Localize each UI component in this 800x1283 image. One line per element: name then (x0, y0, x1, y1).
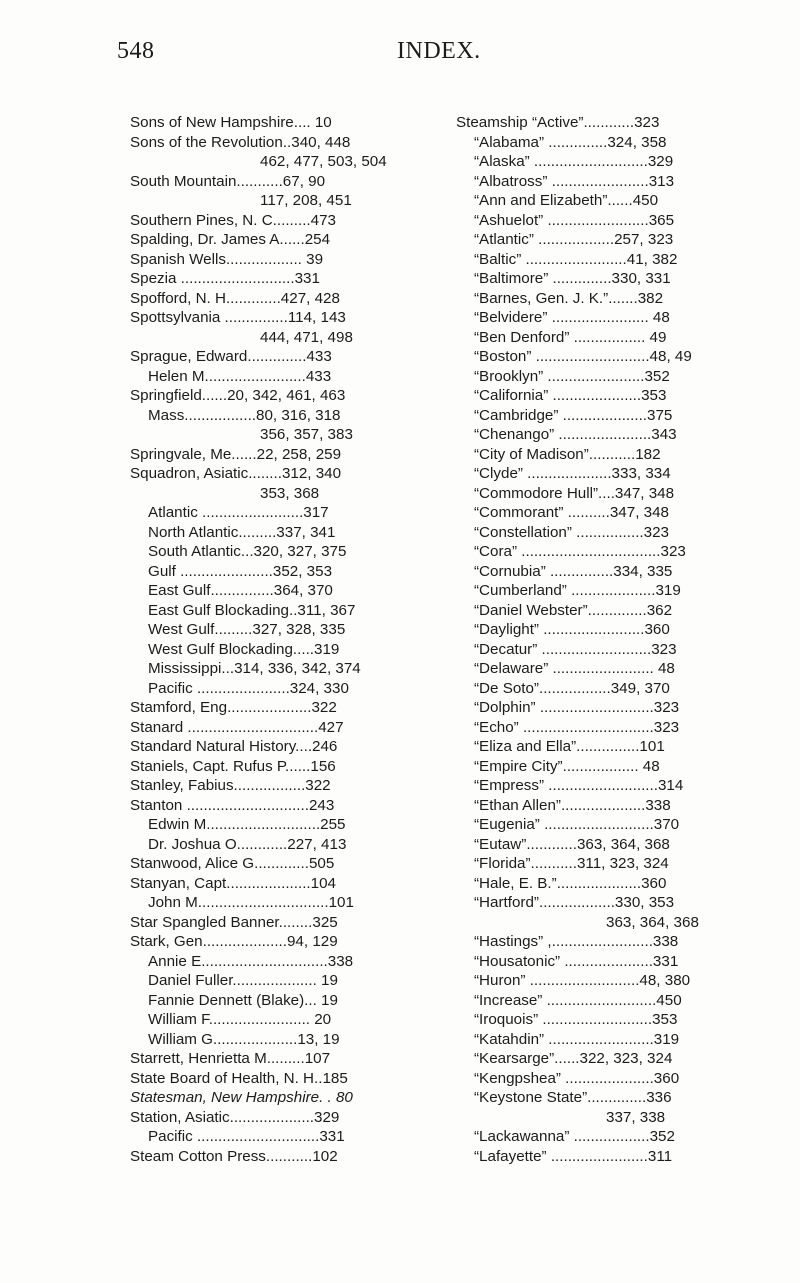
index-entry: “Hastings” ,........................338 (474, 933, 679, 950)
index-entry: North Atlantic.........337, 341 (148, 523, 336, 541)
index-entry: Stamford, Eng....................322 (130, 699, 337, 716)
page-title: INDEX. (397, 38, 481, 64)
index-entry: “Cornubia” ...............334, 335 (474, 562, 673, 580)
index-entry: Edwin M...........................255 (148, 816, 346, 833)
index-entry: “Brooklyn” .......................352 (474, 367, 670, 385)
index-entry: “Cambridge” ....................375 (474, 406, 673, 424)
index-entry: “Clyde” ....................333, 334 (474, 465, 671, 482)
index-entry: Stanard ...............................427 (130, 718, 344, 736)
index-entry: Stanley, Fabius.................322 (130, 777, 331, 794)
index-entry: Staniels, Capt. Rufus P......156 (130, 757, 336, 775)
index-entry: Stanyan, Capt....................104 (130, 874, 336, 892)
index-entry: “Housatonic” .....................331 (474, 952, 679, 970)
index-entry: 353, 368 (260, 484, 320, 502)
index-entry: “Baltimore” ..............330, 331 (474, 270, 671, 287)
index-entry: Daniel Fuller.................... 19 (148, 972, 338, 989)
index-entry: “Chenango” ......................343 (474, 426, 677, 443)
index-entry: William F........................ 20 (148, 1011, 332, 1028)
index-entry: “California” .....................353 (474, 387, 667, 404)
index-entry: “Commodore Hull”....347, 348 (474, 484, 675, 502)
index-entry: “Belvidere” ....................... 48 (474, 309, 670, 326)
index-entry: “Delaware” ........................ 48 (474, 660, 675, 677)
index-entry: “Daniel Webster”..............362 (474, 601, 673, 619)
index-entry: 462, 477, 503, 504 (260, 153, 387, 170)
index-entry: “City of Madison”...........182 (474, 445, 661, 463)
index-entry: Spofford, N. H.............427, 428 (130, 289, 340, 307)
index-entry: Springvale, Me......22, 258, 259 (130, 445, 342, 463)
index-entry: East Gulf...............364, 370 (148, 582, 333, 599)
index-entry: Spezia ...........................331 (130, 270, 320, 287)
index-entry: “Empire City”.................. 48 (474, 757, 660, 775)
index-entry: “Cumberland” ....................319 (474, 582, 681, 599)
index-entry: Atlantic ........................317 (148, 504, 329, 521)
index-entry: “Alabama” ..............324, 358 (474, 133, 667, 151)
index-entry: Star Spangled Banner........325 (130, 913, 338, 931)
index-entry: “Daylight” ........................360 (474, 621, 670, 638)
page-number: 548 (117, 38, 155, 64)
index-entry: Southern Pines, N. C.........473 (130, 211, 336, 229)
index-entry: Stark, Gen....................94, 129 (130, 933, 338, 950)
index-entry: “Keystone State”..............336 (474, 1089, 672, 1106)
index-entry: 444, 471, 498 (260, 328, 353, 346)
index-entry: “Eutaw”............363, 364, 368 (474, 835, 670, 853)
index-entry: 356, 357, 383 (260, 426, 353, 443)
index-entry: Sprague, Edward..............433 (130, 348, 332, 365)
index-entry: “Constellation” ................323 (474, 523, 669, 541)
index-entry: “Commorant” ..........347, 348 (474, 504, 669, 521)
index-entry: “Lackawanna” ..................352 (474, 1128, 675, 1145)
index-entry: Standard Natural History....246 (130, 738, 338, 755)
page-header (0, 38, 800, 68)
index-entry: Squadron, Asiatic........312, 340 (130, 465, 342, 482)
index-entry: “Hartford”..................330, 353 (474, 894, 675, 911)
index-entry: William G....................13, 19 (148, 1030, 340, 1048)
index-entry: Fannie Dennett (Blake)... 19 (148, 991, 338, 1009)
index-entry: Springfield......20, 342, 461, 463 (130, 387, 346, 404)
index-entry: “Ethan Allen”....................338 (474, 796, 671, 814)
index-entry: “Florida”...........311, 323, 324 (474, 855, 669, 872)
index-entry: “Increase” ..........................450 (474, 991, 682, 1009)
index-entry: “Kearsarge”......322, 323, 324 (474, 1050, 673, 1067)
index-entry: “Kengpshea” .....................360 (474, 1069, 680, 1087)
index-entry: Statesman, New Hampshire. . 80 (130, 1089, 353, 1106)
index-entry: Helen M........................433 (148, 367, 332, 385)
index-entry: Dr. Joshua O............227, 413 (148, 835, 347, 853)
index-entry: “Alaska” ...........................329 (474, 153, 674, 170)
index-entry: “Echo” ...............................323 (474, 718, 680, 736)
index-entry: “Boston” ...........................48, 49 (474, 348, 692, 365)
index-entry: “Katahdin” .........................319 (474, 1030, 680, 1048)
index-entry: Pacific .............................331 (148, 1128, 345, 1145)
index-entry: Sons of the Revolution..340, 448 (130, 133, 351, 151)
index-entry: “Huron” ..........................48, 380 (474, 972, 691, 989)
index-entry: “Albatross” .......................313 (474, 172, 675, 190)
index-entry: John M...............................101 (148, 894, 354, 911)
index-entry: 337, 338 (606, 1108, 666, 1126)
index-entry: Spottsylvania ...............114, 143 (130, 309, 346, 326)
index-entry: Steamship “Active”............323 (456, 114, 660, 131)
index-entry: “Lafayette” .......................311 (474, 1147, 673, 1165)
index-entry: East Gulf Blockading..311, 367 (148, 601, 356, 619)
index-entry: “Dolphin” ...........................323 (474, 699, 680, 716)
index-entry: “Eliza and Ella”...............101 (474, 738, 665, 755)
index-column-right (456, 113, 746, 1166)
index-entry: “Ann and Elizabeth”......450 (474, 192, 659, 209)
index-entry: “Barnes, Gen. J. K.”.......382 (474, 289, 664, 307)
index-entry: “Ashuelot” ........................365 (474, 211, 675, 229)
index-entry: State Board of Health, N. H..185 (130, 1069, 348, 1087)
index-entry: “De Soto”.................349, 370 (474, 679, 670, 697)
index-entry: Starrett, Henrietta M.........107 (130, 1050, 331, 1067)
index-column-left (130, 113, 442, 1166)
index-entry: “Cora” .................................323 (474, 543, 686, 560)
index-entry: Station, Asiatic....................329 (130, 1108, 340, 1126)
index-entry: Stanwood, Alice G.............505 (130, 855, 335, 872)
index-entry: Spanish Wells.................. 39 (130, 250, 324, 268)
index-entry: “Hale, E. B.”....................360 (474, 874, 667, 892)
index-entry: Spalding, Dr. James A......254 (130, 231, 331, 248)
index-entry: “Atlantic” ..................257, 323 (474, 231, 674, 248)
index-entry: Steam Cotton Press...........102 (130, 1147, 338, 1165)
index-entry: Annie E..............................338 (148, 952, 354, 970)
index-entry: Pacific ......................324, 330 (148, 679, 349, 697)
index-entry: “Iroquois” ..........................353 (474, 1011, 678, 1028)
index-entry: South Mountain...........67, 90 (130, 172, 326, 190)
index-entry: “Baltic” ........................41, 382 (474, 250, 678, 268)
index-entry: Mass.................80, 316, 318 (148, 406, 341, 424)
index-entry: Gulf ......................352, 353 (148, 562, 333, 580)
index-entry: “Empress” ..........................314 (474, 777, 684, 794)
index-entry: “Ben Denford” ................. 49 (474, 328, 667, 346)
index-entry: “Decatur” ..........................323 (474, 640, 677, 658)
index-entry: Stanton .............................243 (130, 796, 335, 814)
index-entry: 363, 364, 368 (606, 913, 699, 931)
index-entry: 117, 208, 451 (260, 192, 352, 209)
index-entry: Mississippi...314, 336, 342, 374 (148, 660, 361, 677)
index-entry: West Gulf Blockading.....319 (148, 640, 340, 658)
index-entry: South Atlantic...320, 327, 375 (148, 543, 347, 560)
index-entry: West Gulf.........327, 328, 335 (148, 621, 346, 638)
index-entry: “Eugenia” ..........................370 (474, 816, 680, 833)
index-entry: Sons of New Hampshire.... 10 (130, 114, 332, 131)
